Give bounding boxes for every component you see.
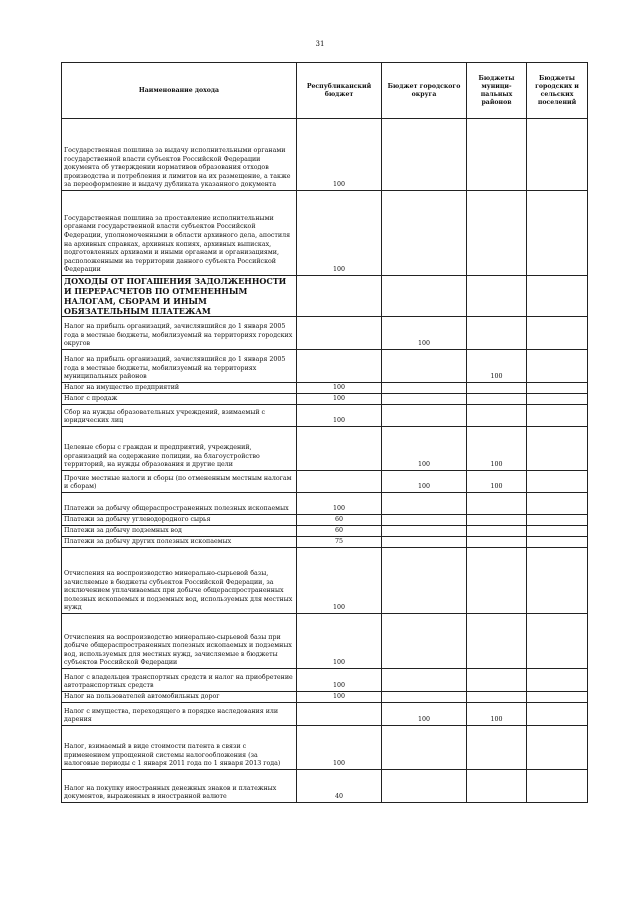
settlement-value-cell (527, 471, 588, 493)
settlement-value-cell (527, 276, 588, 317)
city-value-cell (382, 692, 467, 703)
settlement-value-cell (527, 493, 588, 515)
city-value-cell (382, 383, 467, 394)
municipal-value-cell: 100 (467, 427, 527, 471)
income-name-cell: Платежи за добычу подземных вод (62, 526, 297, 537)
header-city-budget: Бюджет городского округа (382, 63, 467, 119)
income-name-cell: Сбор на нужды образовательных учреждений, взимаемый с юридических лиц (62, 405, 297, 427)
settlement-value-cell (527, 692, 588, 703)
republic-value-cell (297, 427, 382, 471)
settlement-value-cell (527, 614, 588, 669)
page-number: 31 (315, 40, 325, 48)
header-income-name: Наименование дохода (62, 63, 297, 119)
income-name-cell: Платежи за добычу общераспространенных полезных ископаемых (62, 493, 297, 515)
income-name-cell: Налог с продаж (62, 394, 297, 405)
municipal-value-cell: 100 (467, 471, 527, 493)
republic-value-cell: 40 (297, 770, 382, 803)
republic-value-cell (297, 350, 382, 383)
municipal-value-cell (467, 548, 527, 614)
table-row (62, 526, 588, 537)
republic-value-cell: 100 (297, 394, 382, 405)
municipal-value-cell (467, 770, 527, 803)
table-header-row (62, 63, 588, 119)
income-name-cell: Отчисления на воспроизводство минерально-сырьевой базы при добыче общераспространенных полезных ископаемых и подземных вод, используемых для местных нужд, зачисляемые в бюджеты субъектов Российской Федерации (62, 614, 297, 669)
table-row (62, 726, 588, 770)
income-name-cell: Налог на прибыль организаций, зачислявшийся до 1 января 2005 года в местные бюджеты, мобилизуемый на территориях городских округов (62, 317, 297, 350)
table-row (62, 119, 588, 191)
republic-value-cell: 100 (297, 493, 382, 515)
income-name-cell: Целевые сборы с граждан и предприятий, учреждений, организаций на содержание полиции, на благоустройство территорий, на нужды образования и другие цели (62, 427, 297, 471)
income-name-cell: Государственная пошлина за выдачу исполнительными органами государственной власти субъектов Российской Федерации документа об утверждении нормативов образования отходов производства и потребления и лимитов на их размещение, а также за переоформление и выдачу дубликата указанного документа (62, 119, 297, 191)
republic-value-cell: 100 (297, 119, 382, 191)
settlement-value-cell (527, 119, 588, 191)
table-row (62, 276, 588, 317)
settlement-value-cell (527, 515, 588, 526)
income-name-cell: ДОХОДЫ ОТ ПОГАШЕНИЯ ЗАДОЛЖЕННОСТИ И ПЕРЕРАСЧЕТОВ ПО ОТМЕНЕННЫМ НАЛОГАМ, СБОРАМ И ИНЫМ ОБЯЗАТЕЛЬНЫМ ПЛАТЕЖАМ (62, 276, 297, 317)
republic-value-cell (297, 471, 382, 493)
settlement-value-cell (527, 317, 588, 350)
table-row (62, 614, 588, 669)
republic-value-cell: 100 (297, 191, 382, 276)
table-row (62, 394, 588, 405)
settlement-value-cell (527, 770, 588, 803)
municipal-value-cell (467, 383, 527, 394)
municipal-value-cell (467, 191, 527, 276)
city-value-cell (382, 669, 467, 692)
table-row (62, 471, 588, 493)
table-row (62, 669, 588, 692)
city-value-cell (382, 191, 467, 276)
municipal-value-cell (467, 119, 527, 191)
table-row (62, 537, 588, 548)
revenue-distribution-table (61, 62, 588, 803)
settlement-value-cell (527, 526, 588, 537)
header-republic-budget: Республиканский бюджет (297, 63, 382, 119)
city-value-cell (382, 119, 467, 191)
republic-value-cell (297, 703, 382, 726)
city-value-cell (382, 405, 467, 427)
settlement-value-cell (527, 726, 588, 770)
republic-value-cell: 75 (297, 537, 382, 548)
settlement-value-cell (527, 191, 588, 276)
republic-value-cell: 100 (297, 548, 382, 614)
income-name-cell: Государственная пошлина за проставление исполнительными органами государственной власти субъектов Российской Федерации, уполномоченными в области архивного дела, апостиля на архивных справках, архивных копиях, архивных выписках, подготовленных архивами и иными органами и организациями, расположенными на территории данного субъекта Российской Федерации (62, 191, 297, 276)
city-value-cell (382, 726, 467, 770)
city-value-cell (382, 394, 467, 405)
republic-value-cell: 100 (297, 692, 382, 703)
city-value-cell: 100 (382, 471, 467, 493)
city-value-cell (382, 614, 467, 669)
table-row (62, 703, 588, 726)
income-name-cell: Налог на имущество предприятий (62, 383, 297, 394)
city-value-cell (382, 350, 467, 383)
republic-value-cell: 100 (297, 383, 382, 394)
income-name-cell: Платежи за добычу углеводородного сырья (62, 515, 297, 526)
income-name-cell: Налог с имущества, переходящего в порядке наследования или дарения (62, 703, 297, 726)
income-name-cell: Налог на пользователей автомобильных дорог (62, 692, 297, 703)
table-row (62, 515, 588, 526)
income-name-cell: Платежи за добычу других полезных ископаемых (62, 537, 297, 548)
municipal-value-cell (467, 405, 527, 427)
municipal-value-cell: 100 (467, 350, 527, 383)
table-row (62, 427, 588, 471)
table-row (62, 692, 588, 703)
city-value-cell (382, 493, 467, 515)
municipal-value-cell: 100 (467, 703, 527, 726)
republic-value-cell: 100 (297, 669, 382, 692)
city-value-cell: 100 (382, 703, 467, 726)
city-value-cell: 100 (382, 427, 467, 471)
municipal-value-cell (467, 317, 527, 350)
city-value-cell (382, 515, 467, 526)
republic-value-cell: 60 (297, 526, 382, 537)
republic-value-cell (297, 317, 382, 350)
table-row (62, 548, 588, 614)
table-row (62, 350, 588, 383)
header-settlement-budget: Бюджеты городских и сельских поселений (527, 63, 588, 119)
table-row (62, 405, 588, 427)
income-name-cell: Налог на прибыль организаций, зачислявшийся до 1 января 2005 года в местные бюджеты, мобилизуемый на территориях муниципальных районов (62, 350, 297, 383)
settlement-value-cell (527, 537, 588, 548)
income-name-cell: Налог на покупку иностранных денежных знаков и платежных документов, выраженных в иностранной валюте (62, 770, 297, 803)
republic-value-cell: 100 (297, 726, 382, 770)
municipal-value-cell (467, 614, 527, 669)
city-value-cell: 100 (382, 317, 467, 350)
settlement-value-cell (527, 383, 588, 394)
municipal-value-cell (467, 493, 527, 515)
table-row (62, 383, 588, 394)
settlement-value-cell (527, 405, 588, 427)
settlement-value-cell (527, 669, 588, 692)
republic-value-cell (297, 276, 382, 317)
table-row (62, 191, 588, 276)
republic-value-cell: 100 (297, 614, 382, 669)
municipal-value-cell (467, 692, 527, 703)
municipal-value-cell (467, 515, 527, 526)
republic-value-cell: 60 (297, 515, 382, 526)
municipal-value-cell (467, 669, 527, 692)
settlement-value-cell (527, 548, 588, 614)
municipal-value-cell (467, 726, 527, 770)
municipal-value-cell (467, 276, 527, 317)
municipal-value-cell (467, 537, 527, 548)
income-name-cell: Налог с владельцев транспортных средств и налог на приобретение автотранспортных средств (62, 669, 297, 692)
city-value-cell (382, 770, 467, 803)
income-name-cell: Прочие местные налоги и сборы (по отмененным местным налогам и сборам) (62, 471, 297, 493)
settlement-value-cell (527, 427, 588, 471)
city-value-cell (382, 526, 467, 537)
municipal-value-cell (467, 394, 527, 405)
city-value-cell (382, 548, 467, 614)
header-municipal-budget: Бюджеты муници-пальных районов (467, 63, 527, 119)
table-row (62, 770, 588, 803)
income-name-cell: Отчисления на воспроизводство минерально-сырьевой базы, зачисляемые в бюджеты субъектов Российской Федерации, за исключением уплачиваемых при добыче общераспространенных полезных ископаемых и подземных вод, используемых для местных нужд (62, 548, 297, 614)
settlement-value-cell (527, 394, 588, 405)
settlement-value-cell (527, 703, 588, 726)
municipal-value-cell (467, 526, 527, 537)
table-row (62, 317, 588, 350)
city-value-cell (382, 537, 467, 548)
settlement-value-cell (527, 350, 588, 383)
republic-value-cell: 100 (297, 405, 382, 427)
city-value-cell (382, 276, 467, 317)
income-name-cell: Налог, взимаемый в виде стоимости патента в связи с применением упрощенной системы налогообложения (за налоговые периоды с 1 января 2011 года по 1 января 2013 года) (62, 726, 297, 770)
table-row (62, 493, 588, 515)
